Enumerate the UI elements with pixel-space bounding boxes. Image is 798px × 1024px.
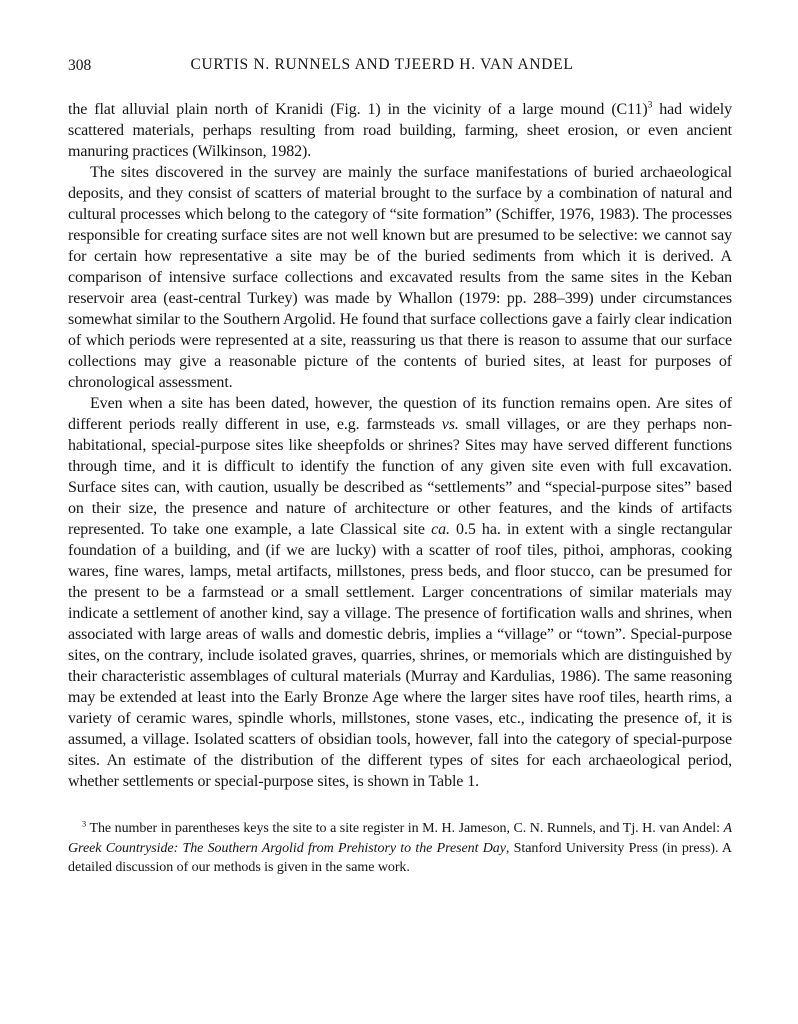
page-content [68, 56, 732, 878]
text-run: 0.5 ha. in extent with a single rectangular foundation of a building, and (if we are lucky) with a scatter of roof tiles, pithoi, amphoras, cooking wares, fine wares, lamps, metal artifacts, millstones, press beds, and floor stucco, can be presumed for the present to be a farmstead or a small settlement. Larger concentrations of similar materials may indicate a settlement of another kind, say a village. The presence of fortification walls and shrines, when associated with large areas of walls and domestic debris, implies a “village” or “town”. Special-purpose sites, on the contrary, include isolated graves, quarries, shrines, or memorials which are distinguished by their characteristic assemblages of cultural materials (Murray and Kardulias, 1986). The same reasoning may be extended at least into the Early Bronze Age where the larger sites have roof tiles, hearth rims, a variety of ceramic wares, spindle whorls, millstones, stone vases, etc., indicating the presence of, it is assumed, a village. Isolated scatters of obsidian tools, however, fall into the category of special-purpose sites. An estimate of the distribution of the different types of sites for each archaeological period, whether settlements or special-purpose sites, is shown in Table 1. [68, 521, 732, 790]
footnote-text [68, 819, 732, 878]
italic-text-run: ca. [431, 521, 450, 538]
text-run: Even when a site has been dated, however, the question of its function remains open. Are sites of different periods really different in use, e.g. farmsteads [68, 395, 732, 433]
running-title: CURTIS N. RUNNELS AND TJEERD H. VAN ANDEL [190, 56, 574, 73]
italic-text-run: vs. [441, 416, 459, 433]
text-run: had widely scattered materials, perhaps resulting from road building, farming, sheet erosion, or even ancient manuring practices (Wilkinson, 1982). [68, 101, 732, 160]
paragraph-2 [68, 162, 732, 393]
text-run: , Stanford University Press (in press). A detailed discussion of our methods is given in the same work. [68, 840, 732, 875]
superscript-marker: 3 [82, 819, 87, 829]
paragraph-3 [68, 393, 732, 792]
footnote-block [68, 819, 732, 878]
text-run: small villages, or are they perhaps non-habitational, special-purpose sites like sheepfolds or shrines? Sites may have served different functions through time, and it is difficult to identify the function of any given site even with full excavation. Surface sites can, with caution, usually be described as “settlements” and “special-purpose sites” based on their size, the presence and nature of architecture or other features, and the kinds of artifacts represented. To take one example, a late Classical site [68, 416, 733, 538]
article-body [68, 99, 732, 792]
superscript-marker: 3 [647, 99, 653, 111]
paragraph-1 [68, 99, 732, 162]
page-number: 308 [68, 57, 92, 74]
text-run: the flat alluvial plain north of Kranidi (Fig. 1) in the vicinity of a large mound (C11) [68, 101, 648, 118]
running-header [68, 56, 732, 76]
text-run: The sites discovered in the survey are mainly the surface manifestations of buried archaeological deposits, and they consist of scatters of material brought to the surface by a combination of natural and cultural processes which belong to the category of “site formation” (Schiffer, 1976, 1983). The processes responsible for creating surface sites are not well known but are presumed to be selective: we cannot say for certain how representative a site may be of the buried sediments from which it is derived. A comparison of intensive surface collections and excavated results from the same sites in the Keban reservoir area (east-central Turkey) was made by Whallon (1979: pp. 288–399) under circumstances somewhat similar to the Southern Argolid. He found that surface collections gave a fairly clear indication of which periods were represented at a site, reassuring us that there is reason to assume that our surface collections may give a reasonable picture of the contents of buried sites, at least for purposes of chronological assessment. [68, 164, 732, 391]
text-run: The number in parentheses keys the site to a site register in M. H. Jameson, C. N. Runnels, and Tj. H. van Andel: [86, 821, 724, 836]
italic-text-run: A Greek Countryside: The Southern Argolid from Prehistory to the Present Day [68, 821, 732, 856]
